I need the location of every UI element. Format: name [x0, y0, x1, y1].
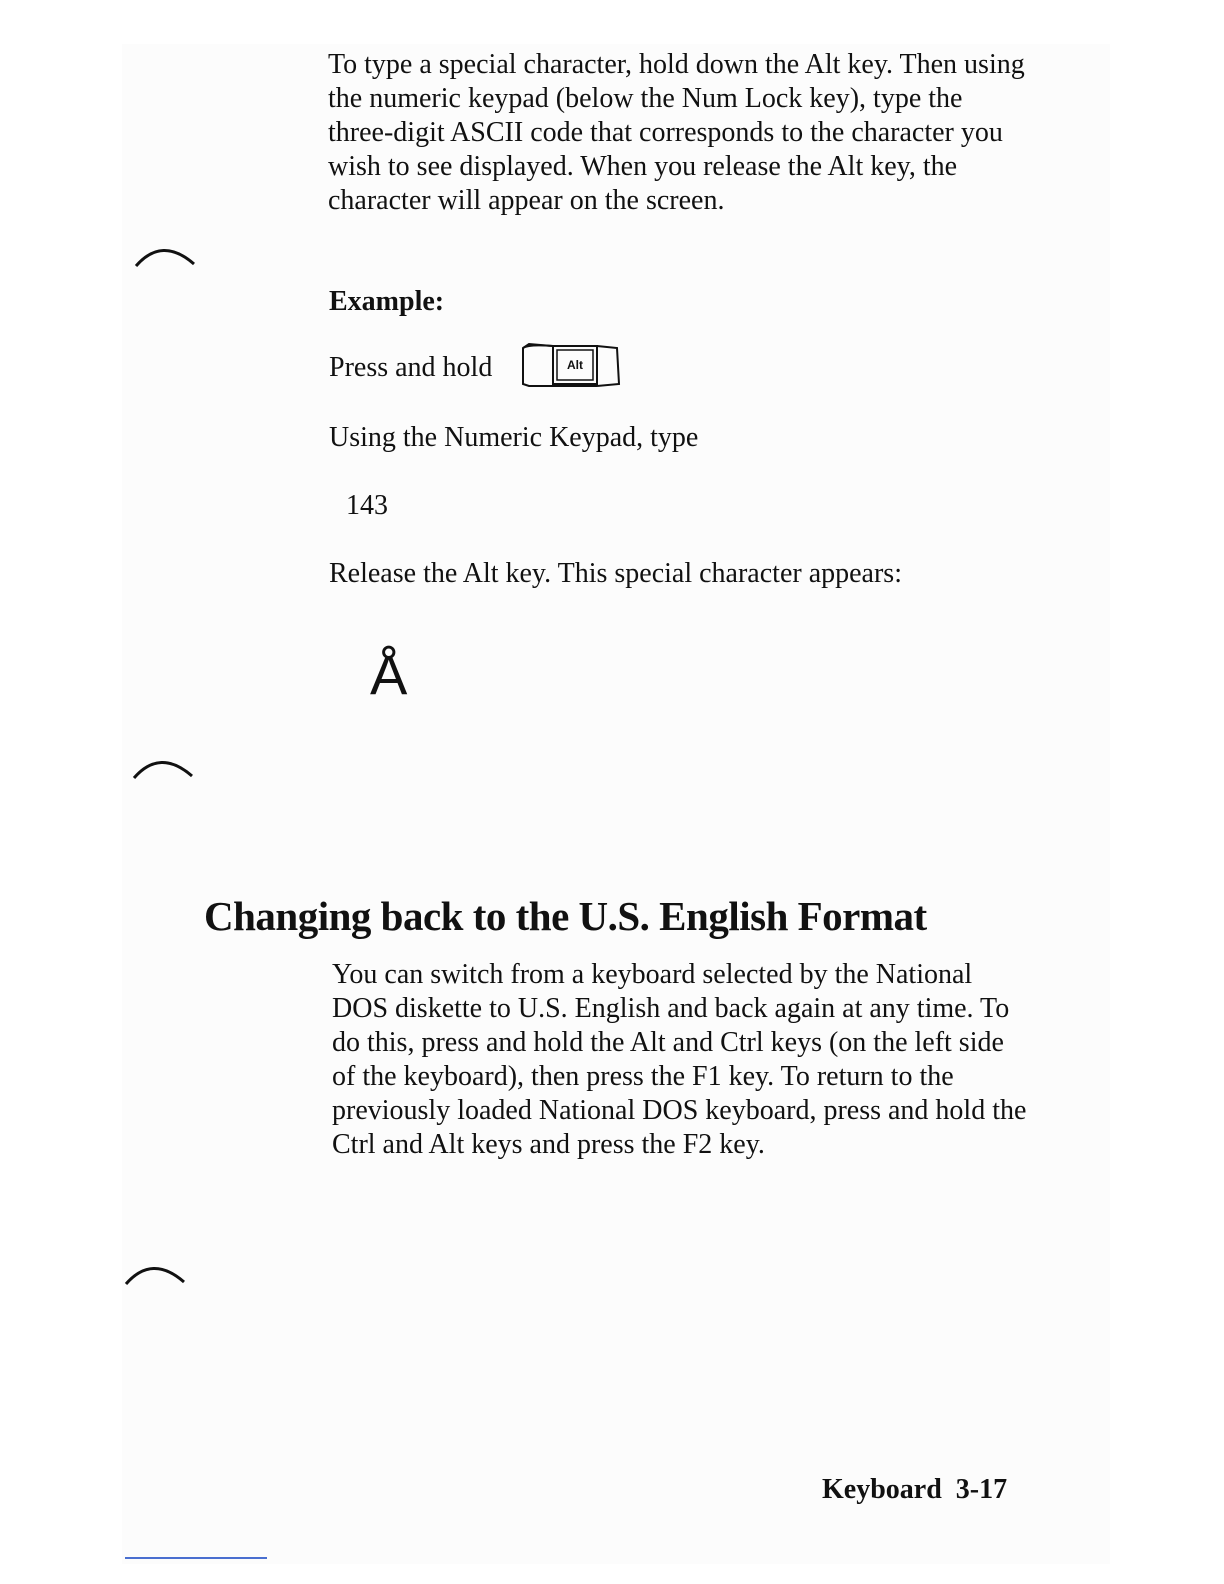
binder-hole-icon — [132, 240, 198, 270]
alt-key-icon — [519, 340, 623, 390]
release-instruction: Release the Alt key. This special character appears: — [329, 558, 902, 589]
page-edge-line — [125, 1557, 267, 1559]
ascii-code: 143 — [346, 490, 388, 521]
page-background — [122, 44, 1110, 1564]
section-paragraph: You can switch from a keyboard selected by the National DOS diskette to U.S. English and back again at any time. To do this, press and hold the Alt and Ctrl keys (on the left side of the keyboard), then press the F1 key. To return to the previously loaded National DOS keyboard, press and hold the Ctrl and Alt keys and press the F2 key. — [332, 959, 1027, 1160]
section-heading: Changing back to the U.S. English Format — [204, 893, 927, 939]
page-footer: Keyboard 3-17 — [822, 1474, 1008, 1505]
example-label: Example: — [329, 286, 445, 317]
intro-paragraph: To type a special character, hold down the Alt key. Then using the numeric keypad (below the Num Lock key), type the three-digit ASCII code that corresponds to the character you wish to see displayed. When you release the Alt key, the character will appear on the screen. — [328, 49, 1025, 216]
alt-key-label: Alt — [567, 358, 583, 372]
binder-hole-icon — [122, 1258, 188, 1288]
binder-hole-icon — [130, 752, 196, 782]
press-and-hold-text: Press and hold — [329, 352, 493, 383]
special-character: Å — [370, 643, 408, 706]
keypad-instruction: Using the Numeric Keypad, type — [329, 422, 699, 453]
